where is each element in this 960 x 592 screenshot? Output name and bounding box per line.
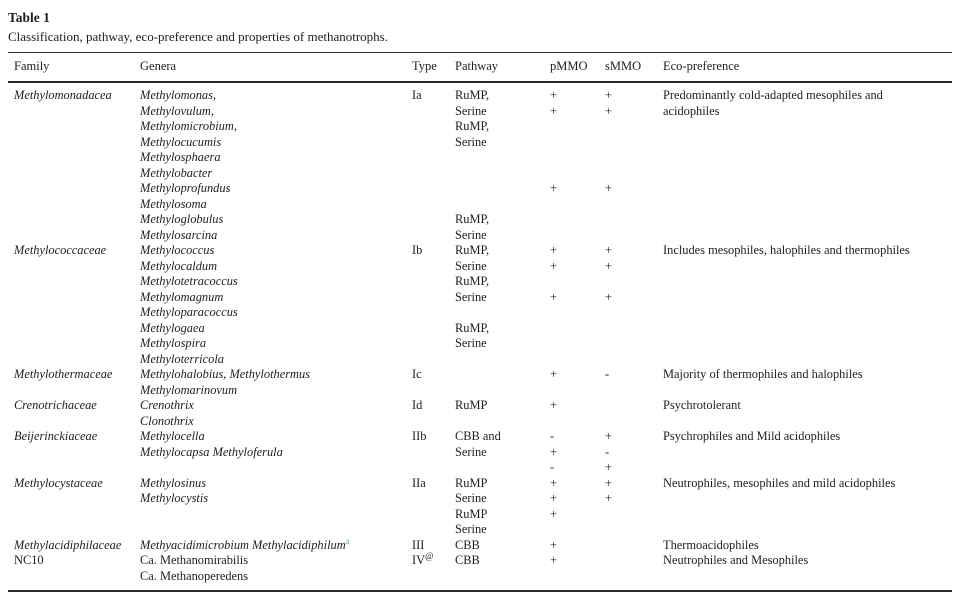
- pmmo-value: +: [550, 258, 558, 273]
- pathway-cell: [455, 429, 550, 445]
- genera-cell: [140, 336, 412, 352]
- pmmo-value: +: [550, 103, 558, 118]
- genus-name: Methylomonas,: [140, 88, 217, 102]
- table-row: [8, 445, 952, 461]
- type-value: Ic: [412, 367, 422, 381]
- pathway-cell: [455, 538, 550, 554]
- pathway-value: RuMP,: [455, 320, 490, 335]
- table-row: [8, 367, 952, 383]
- pathway-value: Serine: [455, 258, 487, 273]
- pathway-value: Serine: [455, 134, 487, 149]
- pathway-cell: [455, 553, 550, 569]
- genus-name: Methylosarcina: [140, 227, 218, 242]
- family-cell: [14, 398, 140, 414]
- col-header-pathway: Pathway: [455, 59, 499, 73]
- col-header-family: Family: [14, 59, 50, 73]
- table-row: [8, 535, 952, 554]
- pathway-value: CBB: [455, 537, 480, 552]
- pmmo-cell: [550, 88, 605, 104]
- table-row: [8, 491, 952, 507]
- pathway-cell: [455, 290, 550, 306]
- genera-cell: [140, 119, 412, 135]
- pathway-value: Serine: [455, 336, 487, 350]
- smmo-value: -: [605, 444, 610, 459]
- pathway-value: Serine: [455, 444, 487, 459]
- smmo-value: +: [605, 103, 613, 118]
- pmmo-cell: [550, 367, 605, 383]
- eco-cell: [663, 538, 952, 554]
- genus-name: Methylocucumis: [140, 134, 222, 149]
- pathway-cell: [455, 336, 550, 352]
- pathway-cell: [455, 104, 550, 120]
- type-cell: [412, 429, 455, 445]
- family-name: Methylothermaceae: [14, 367, 113, 381]
- genera-cell: [140, 321, 412, 337]
- pmmo-value: +: [550, 88, 558, 102]
- table-row: [8, 522, 952, 538]
- genera-cell: [140, 491, 412, 507]
- pathway-value: RuMP,: [455, 88, 490, 102]
- type-value: Id: [412, 398, 423, 412]
- type-cell: [412, 88, 455, 104]
- methanotrophs-table: [8, 52, 952, 592]
- pathway-value: CBB: [455, 553, 480, 567]
- pathway-cell: [455, 476, 550, 492]
- table-caption: Classification, pathway, eco-preference and properties of methanotrophs.: [8, 29, 388, 44]
- smmo-cell: [605, 445, 663, 461]
- pmmo-value: -: [550, 429, 555, 443]
- pathway-value: Serine: [455, 103, 487, 118]
- genus-name: Methylosphaera: [140, 150, 221, 164]
- genera-cell: [140, 181, 412, 197]
- smmo-cell: [605, 243, 663, 259]
- table-body: [8, 83, 952, 590]
- table-row: [8, 119, 952, 135]
- eco-cell: [663, 429, 952, 445]
- pmmo-value: +: [550, 289, 558, 304]
- family-name: Methylococcaceae: [14, 243, 107, 257]
- smmo-value: +: [605, 429, 613, 443]
- table-row: [8, 414, 952, 430]
- table-row: [8, 290, 952, 306]
- genera-cell: [140, 243, 412, 259]
- pmmo-cell: [550, 398, 605, 414]
- pathway-cell: [455, 243, 550, 259]
- pathway-cell: [455, 135, 550, 151]
- table-row: [8, 88, 952, 104]
- family-cell: [14, 553, 140, 569]
- genera-cell: [140, 166, 412, 182]
- type-cell: [412, 538, 455, 554]
- pathway-cell: [455, 228, 550, 244]
- table-row: [8, 460, 952, 476]
- pathway-cell: [455, 522, 550, 538]
- table-row: [8, 259, 952, 275]
- smmo-cell: [605, 367, 663, 383]
- smmo-cell: [605, 429, 663, 445]
- eco-cell: [663, 104, 952, 120]
- family-name: NC10: [14, 553, 44, 567]
- eco-cell: [663, 367, 952, 383]
- eco-preference-value: Majority of thermophiles and halophiles: [663, 367, 863, 381]
- genus-name: Methylospira: [140, 336, 207, 350]
- pathway-value: RuMP: [455, 506, 488, 521]
- table-row: [8, 352, 952, 368]
- type-cell: [412, 367, 455, 383]
- pathway-value: RuMP,: [455, 243, 490, 257]
- col-header-smmo: sMMO: [605, 59, 642, 73]
- pmmo-cell: [550, 259, 605, 275]
- genus-name: Methylomarinovum: [140, 382, 238, 397]
- genus-name: Methylovulum,: [140, 103, 214, 118]
- eco-cell: [663, 476, 952, 492]
- genus-name: Methylocapsa Methyloferula: [140, 444, 283, 459]
- genus-name: Methylocella: [140, 429, 205, 443]
- genera-cell: [140, 398, 412, 414]
- table-row: [8, 104, 952, 120]
- genera-cell: [140, 88, 412, 104]
- genera-cell: [140, 367, 412, 383]
- type-value: IIa: [412, 475, 426, 490]
- smmo-cell: [605, 290, 663, 306]
- genus-name: Methylococcus: [140, 243, 215, 257]
- pathway-value: RuMP,: [455, 119, 490, 133]
- pathway-value: RuMP: [455, 398, 488, 412]
- smmo-value: +: [605, 460, 613, 474]
- pmmo-cell: [550, 491, 605, 507]
- genera-cell: [140, 352, 412, 368]
- smmo-value: +: [605, 491, 613, 505]
- pathway-cell: [455, 88, 550, 104]
- col-header-pmmo: pMMO: [550, 59, 588, 73]
- eco-preference-value: Neutrophiles, mesophiles and mild acidophiles: [663, 475, 896, 490]
- type-value: Ib: [412, 243, 423, 257]
- type-cell: [412, 398, 455, 414]
- eco-preference-value: Neutrophiles and Mesophiles: [663, 553, 809, 567]
- pathway-cell: [455, 398, 550, 414]
- genera-cell: [140, 445, 412, 461]
- genera-cell: [140, 305, 412, 321]
- genera-cell: [140, 212, 412, 228]
- genus-name: Methyloglobulus: [140, 212, 224, 226]
- table-row: [8, 243, 952, 259]
- col-header-eco-preference: Eco-preference: [663, 59, 740, 73]
- pathway-value: Serine: [455, 289, 487, 304]
- family-cell: [14, 367, 140, 383]
- smmo-cell: [605, 491, 663, 507]
- genus-name: Ca. Methanoperedens: [140, 568, 249, 583]
- table-row: [8, 507, 952, 523]
- pathway-cell: [455, 119, 550, 135]
- pmmo-value: +: [550, 537, 558, 552]
- eco-cell: [663, 553, 952, 569]
- genus-name: Methylomicrobium,: [140, 119, 237, 133]
- pathway-value: RuMP,: [455, 274, 490, 288]
- pmmo-value: +: [550, 553, 558, 567]
- genera-cell: [140, 197, 412, 213]
- pathway-value: Serine: [455, 227, 487, 242]
- genera-cell: [140, 476, 412, 492]
- table-row: [8, 550, 952, 569]
- pathway-value: Serine: [455, 522, 487, 536]
- table-row: [8, 212, 952, 228]
- eco-cell: [663, 88, 952, 104]
- table-row: [8, 228, 952, 244]
- genera-cell: [140, 290, 412, 306]
- pathway-cell: [455, 212, 550, 228]
- smmo-cell: [605, 88, 663, 104]
- smmo-value: +: [605, 181, 613, 195]
- genera-cell: [140, 414, 412, 430]
- type-value: III: [412, 537, 425, 552]
- type-superscript: @: [425, 550, 434, 561]
- family-name: Methylacidiphilaceae: [14, 537, 122, 552]
- footnote-marker-link[interactable]: a: [345, 535, 350, 546]
- genera-cell: [140, 429, 412, 445]
- smmo-cell: [605, 104, 663, 120]
- family-name: Methylomonadacea: [14, 88, 112, 102]
- pmmo-value: +: [550, 491, 558, 505]
- family-cell: [14, 243, 140, 259]
- table-row: [8, 321, 952, 337]
- pmmo-value: +: [550, 243, 558, 257]
- pathway-cell: [455, 445, 550, 461]
- table-row: [8, 166, 952, 182]
- pathway-value: CBB and: [455, 429, 501, 443]
- family-name: Beijerinckiaceae: [14, 429, 98, 443]
- genus-name: Clonothrix: [140, 413, 194, 428]
- smmo-value: +: [605, 243, 613, 257]
- table-row: [8, 398, 952, 414]
- type-cell: [412, 243, 455, 259]
- table-row: [8, 197, 952, 213]
- pmmo-cell: [550, 104, 605, 120]
- pmmo-cell: [550, 290, 605, 306]
- genus-name: Crenothrix: [140, 398, 194, 412]
- eco-preference-value: Predominantly cold-adapted mesophiles and: [663, 88, 883, 102]
- eco-preference-value: Includes mesophiles, halophiles and thermophiles: [663, 243, 910, 257]
- type-cell: [412, 476, 455, 492]
- eco-preference-value: Psychrophiles and Mild acidophiles: [663, 429, 841, 443]
- smmo-cell: [605, 460, 663, 476]
- smmo-value: +: [605, 88, 613, 102]
- table-row: [8, 181, 952, 197]
- table-row: [8, 336, 952, 352]
- pathway-cell: [455, 321, 550, 337]
- pmmo-value: +: [550, 475, 558, 490]
- genus-name: Methyloparacoccus: [140, 305, 238, 319]
- pmmo-cell: [550, 538, 605, 554]
- pmmo-value: +: [550, 506, 558, 521]
- pmmo-cell: [550, 243, 605, 259]
- pmmo-cell: [550, 445, 605, 461]
- eco-preference-value: Thermoacidophiles: [663, 537, 759, 552]
- pathway-value: RuMP: [455, 475, 488, 490]
- pathway-value: RuMP,: [455, 212, 490, 226]
- smmo-cell: [605, 259, 663, 275]
- family-name: Crenotrichaceae: [14, 398, 97, 412]
- pmmo-cell: [550, 507, 605, 523]
- eco-cell: [663, 398, 952, 414]
- family-cell: [14, 88, 140, 104]
- smmo-cell: [605, 181, 663, 197]
- table-row: [8, 383, 952, 399]
- genera-cell: [140, 569, 412, 585]
- type-value: IV: [412, 553, 426, 567]
- eco-preference-value: acidophiles: [663, 103, 720, 118]
- type-value: IIb: [412, 429, 427, 443]
- genus-name: Methyloprofundus: [140, 181, 231, 195]
- smmo-value: +: [605, 258, 613, 273]
- pmmo-cell: [550, 476, 605, 492]
- genus-name: Methylotetracoccus: [140, 274, 238, 288]
- genera-cell: [140, 535, 412, 554]
- genus-name: Ca. Methanomirabilis: [140, 553, 249, 567]
- table-label: Table 1: [8, 10, 50, 25]
- pmmo-value: +: [550, 444, 558, 459]
- pathway-value: Serine: [455, 491, 487, 505]
- genera-cell: [140, 274, 412, 290]
- pmmo-value: +: [550, 181, 558, 195]
- genus-name: Methylocystis: [140, 491, 209, 505]
- genera-cell: [140, 553, 412, 569]
- table-header-row: [8, 53, 952, 83]
- family-cell: [14, 429, 140, 445]
- col-header-type: Type: [412, 59, 437, 73]
- genera-cell: [140, 150, 412, 166]
- pmmo-cell: [550, 553, 605, 569]
- smmo-value: +: [605, 289, 613, 304]
- genus-name: Methylobacter: [140, 165, 213, 180]
- genera-cell: [140, 259, 412, 275]
- genus-name: Methylosinus: [140, 475, 207, 490]
- table-row: [8, 305, 952, 321]
- type-cell: [412, 550, 455, 569]
- pathway-cell: [455, 507, 550, 523]
- pathway-cell: [455, 259, 550, 275]
- genera-cell: [140, 104, 412, 120]
- family-name: Methylocystaceae: [14, 475, 103, 490]
- pmmo-cell: [550, 429, 605, 445]
- table-row: [8, 476, 952, 492]
- genera-cell: [140, 383, 412, 399]
- genus-name: Methyacidimicrobium Methylacidiphilum: [140, 537, 346, 552]
- genera-cell: [140, 135, 412, 151]
- eco-preference-value: Psychrotolerant: [663, 398, 741, 412]
- pmmo-cell: [550, 460, 605, 476]
- genera-cell: [140, 228, 412, 244]
- genus-name: Methylosoma: [140, 196, 207, 211]
- table-row: [8, 569, 952, 585]
- pmmo-value: +: [550, 398, 558, 412]
- smmo-value: -: [605, 367, 610, 381]
- genus-name: Methylomagnum: [140, 289, 224, 304]
- genus-name: Methylogaea: [140, 320, 205, 335]
- col-header-genera: Genera: [140, 59, 177, 73]
- pathway-cell: [455, 274, 550, 290]
- genus-name: Methyloterricola: [140, 351, 224, 366]
- pmmo-cell: [550, 181, 605, 197]
- eco-cell: [663, 243, 952, 259]
- genus-name: Methylocaldum: [140, 258, 218, 273]
- smmo-value: +: [605, 475, 613, 490]
- table-row: [8, 274, 952, 290]
- family-cell: [14, 476, 140, 492]
- genus-name: Methylohalobius, Methylothermus: [140, 367, 310, 381]
- table-row: [8, 150, 952, 166]
- table-row: [8, 429, 952, 445]
- table-row: [8, 135, 952, 151]
- family-cell: [14, 538, 140, 554]
- pmmo-value: +: [550, 367, 558, 381]
- pmmo-value: -: [550, 460, 555, 474]
- type-value: Ia: [412, 88, 422, 102]
- pathway-cell: [455, 491, 550, 507]
- smmo-cell: [605, 476, 663, 492]
